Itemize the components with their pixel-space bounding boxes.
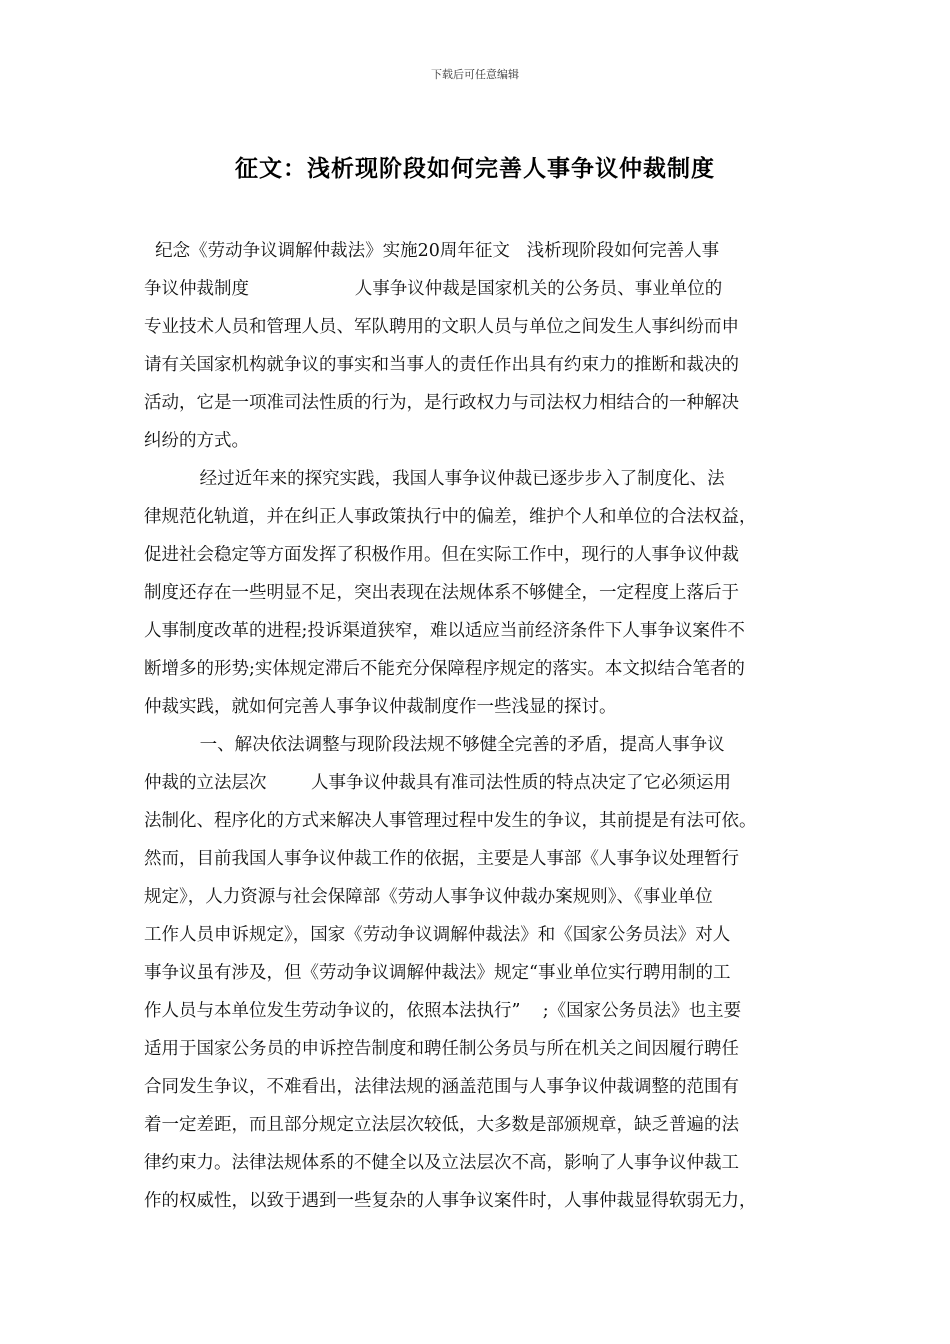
document-body (144, 232, 814, 1220)
body-line: 仲裁的立法层次 人事争议仲裁具有准司法性质的特点决定了它必须运用 (144, 773, 731, 793)
body-line: 合同发生争议，不难看出，法律法规的涵盖范围与人事争议仲裁调整的范围有 (144, 1077, 739, 1097)
body-line: 纠纷的方式。 (144, 431, 249, 451)
body-line: 专业技术人员和管理人员、军队聘用的文职人员与单位之间发生人事纠纷而申 (144, 317, 739, 337)
body-line: 断增多的形势;实体规定滞后不能充分保障程序规定的落实。本文拟结合笔者的 (144, 659, 745, 679)
body-line: 请有关国家机构就争议的事实和当事人的责任作出具有约束力的推断和裁决的 (144, 355, 739, 375)
body-line: 制度还存在一些明显不足，突出表现在法规体系不够健全，一定程度上落后于 (144, 583, 739, 603)
body-line: 一、解决依法调整与现阶段法规不够健全完善的矛盾，提高人事争议 (144, 735, 725, 755)
body-line: 活动，它是一项准司法性质的行为，是行政权力与司法权力相结合的一种解决 (144, 393, 739, 413)
body-line: 作的权威性，以致于遇到一些复杂的人事争议案件时，人事仲裁显得软弱无力， (144, 1191, 757, 1211)
body-line: 适用于国家公务员的申诉控告制度和聘任制公务员与所在机关之间因履行聘任 (144, 1039, 739, 1059)
body-line: 律规范化轨道，并在纠正人事政策执行中的偏差，维护个人和单位的合法权益， (144, 507, 757, 527)
document-title: 征文：浅析现阶段如何完善人事争议仲裁制度 (235, 155, 715, 182)
body-line: 人事制度改革的进程;投诉渠道狭窄，难以适应当前经济条件下人事争议案件不 (144, 621, 745, 641)
body-line: 着一定差距，而且部分规定立法层次较低，大多数是部颁规章，缺乏普遍的法 (144, 1115, 739, 1135)
body-line: 争议仲裁制度 人事争议仲裁是国家机关的公务员、事业单位的 (144, 279, 723, 299)
body-line: 工作人员申诉规定》，国家《劳动争议调解仲裁法》和《国家公务员法》对人 (144, 925, 731, 945)
body-line: 然而，目前我国人事争议仲裁工作的依据，主要是人事部《人事争议处理暂行 (144, 849, 739, 869)
body-line: 律约束力。法律法规体系的不健全以及立法层次不高，影响了人事争议仲裁工 (144, 1153, 739, 1173)
body-line: 促进社会稳定等方面发挥了积极作用。但在实际工作中，现行的人事争议仲裁 (144, 545, 739, 565)
body-line: 事争议虽有涉及，但《劳动争议调解仲裁法》规定“事业单位实行聘用制的工 (144, 963, 731, 983)
header-note: 下载后可任意编辑 (431, 68, 519, 81)
body-line: 经过近年来的探究实践，我国人事争议仲裁已逐步步入了制度化、法 (144, 469, 725, 489)
body-line: 作人员与本单位发生劳动争议的，依照本法执行” ;《国家公务员法》也主要 (144, 1001, 742, 1021)
body-line: 纪念《劳动争议调解仲裁法》实施20周年征文 浅析现阶段如何完善人事 (144, 241, 720, 261)
body-line: 规定》，人力资源与社会保障部《劳动人事争议仲裁办案规则》、《事业单位 (144, 887, 713, 907)
body-line: 仲裁实践，就如何完善人事争议仲裁制度作一些浅显的探讨。 (144, 697, 617, 717)
body-line: 法制化、程序化的方式来解决人事管理过程中发生的争议，其前提是有法可依。 (144, 811, 757, 831)
